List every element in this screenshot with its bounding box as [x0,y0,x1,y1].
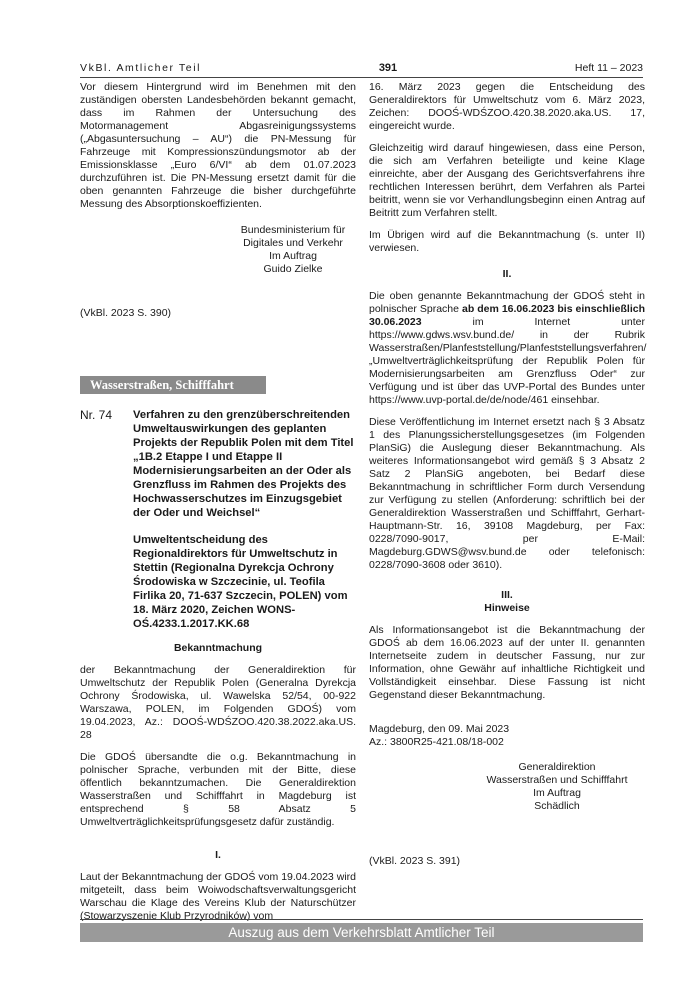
signature-line: Digitales und Verkehr [243,237,343,249]
signature-line: Im Auftrag [269,250,317,262]
date-range: ab dem 16.06.2023 bis einschließlich 30.06.2023 [369,303,645,328]
article-subtitle: Umweltentscheidung des Regionaldirektors für Umweltschutz in Stettin (Regionalna Dyrekcja Ochrony Środowiska w Szczecinie, ul. Teofila Firlika 20, 71-637 Szczecin, POLEN) vom 18. März 2020, Zeichen WONS-OŚ.4233.1.2017.KK.68 [133,534,348,630]
article-heading [80,408,356,631]
file-reference: Az.: 3800R25-421.08/18-002 [369,736,504,748]
signature-block-gdws [469,761,645,813]
paragraph: Im Übrigen wird auf die Bekanntmachung (s. unter II) verwiesen. [369,229,645,254]
page-header [80,60,643,76]
paragraph: der Bekanntmachung der Generaldirektion für Umweltschutz der Republik Polen (Generalna Dyrekcja Ochrony Środowiska, ul. Wawelska 52/54, 00-922 Warszawa, POLEN, im Folgenden GDOŚ) vom 19.04.2023, Az.: DOOŚ-WDŚZOO.420.38.2022.aka.US. 28 [80,664,356,741]
paragraph-text: im Internet unter https://www.gdws.wsv.bund.de/ in der Rubrik Wasserstraßen/Planfeststellung/Planfeststellungsverfahren/ „Umweltverträglichkeitsprüfung der Republik Polen für Modernisierungsarbeiten am Grenzfluss Oder“ zur Verfügung und ist über das UVP-Portal des Bundes unter https://www.uvp-portal.de/de/node/461 einsehbar. [369,316,647,406]
section-banner: Wasserstraßen, Schifffahrt [80,376,266,394]
paragraph-text: Die oben genannte Bekanntmachung der GDOŚ steht in polnischer Sprache [369,290,645,315]
section-numeral-3: III. [501,589,513,601]
signature-block-ministry [230,224,356,276]
article-number: Nr. 74 [80,408,113,422]
issue-label: Heft 11 – 2023 [574,62,643,74]
right-column [369,81,645,868]
signature-line: Wasserstraßen und Schifffahrt [486,774,628,786]
citation: (VkBl. 2023 S. 391) [369,855,461,867]
hinweise-heading: Hinweise [484,602,530,614]
section-numeral-1: I. [215,849,221,861]
paragraph: Gleichzeitig wird darauf hingewiesen, dass eine Person, die sich am Verfahren beteiligte und keine Klage einreichte, aber der Ausgang des Gerichtsverfahrens ihre rechtlichen Interessen berührt, dem Verfahren als Partei beitritt, wenn sie vor Verhandlungsbeginn einen Antrag auf Beitritt zum Verfahren stellt. [369,142,645,219]
footer-banner: Auszug aus dem Verkehrsblatt Amtlicher Teil [80,923,643,942]
page-number: 391 [378,62,398,74]
article-title [133,408,356,631]
paragraph: 16. März 2023 gegen die Entscheidung des Generaldirektors für Umweltschutz vom 6. März 2023, Zeichen: DOOŚ-WDŚZOO.420.38.2020.aka.US. 17, eingereicht wurde. [369,81,645,132]
paragraph: Diese Veröffentlichung im Internet ersetzt nach § 3 Absatz 1 des Planungssicherstellungsgesetzes (im Folgenden PlanSiG) die Auslegung dieser Bekanntmachung. Als weiteres Informationsangebot wird gemäß § 3 Absatz 2 Satz 2 PlanSiG angeboten, bei Bedarf diese Bekanntmachung in schriftlicher Form durch Versendung zur Verfügung zu stellen (Anforderung: schriftlich bei der Generaldirektion Wasserstraßen und Schifffahrt, Gerhart-Hauptmann-Str. 16, 39108 Magdeburg, per Fax: 0228/7090-9017, per E-Mail: Magdeburg.GDWS@wsv.bund.de oder telefonisch: 0228/7090-3608 oder 3610). [369,416,645,571]
section-numeral-2: II. [502,268,512,280]
citation: (VkBl. 2023 S. 390) [80,307,172,319]
article-title-text: Verfahren zu den grenzüberschreitenden Umweltauswirkungen des geplanten Projekts der Republik Polen mit dem Titel „1B.2 Etappe I und Etappe II Modernisierungsarbeiten an der Oder als Grenzfluss im Rahmen des Projekts des Hochwasserschutzes im Einzugsgebiet der Oder und Weichsel“ [133,409,354,519]
signature-line: Schädlich [534,800,580,812]
signature-line: Im Auftrag [533,787,581,799]
journal-name: VkBl. Amtlicher Teil [80,62,202,74]
paragraph: Als Informationsangebot ist die Bekanntmachung der GDOŚ ab dem 16.06.2023 auf der unter II. genannten Internetseite zudem in deutscher Fassung, nur zur Information, ohne Gewähr auf inhaltliche Richtigkeit und Vollständigkeit einsehbar. Diese Fassung ist nicht Gegenstand dieser Bekanntmachung. [369,624,645,701]
place-date: Magdeburg, den 09. Mai 2023 [369,723,510,735]
left-column [80,81,356,320]
header-rule [80,77,643,78]
signature-line: Bundesministerium für [240,224,346,236]
signature-line: Generaldirektion [518,761,596,773]
left-column-article [80,408,356,923]
paragraph: Die GDOŚ übersandte die o.g. Bekanntmachung in polnischer Sprache, verbunden mit der Bitte, diese öffentlich bekanntzumachen. Die Generaldirektion Wasserstraßen und Schifffahrt in Magdeburg ist entsprechend § 58 Absatz 5 Umweltverträglichkeitsprüfungsgesetz dafür zuständig. [80,751,356,828]
intro-paragraph: Vor diesem Hintergrund wird im Benehmen mit den zuständigen obersten Landesbehörden bekannt gemacht, dass im Rahmen der Untersuchung des Motormanagement Abgasreinigungssystems („Abgasuntersuchung – AU“) die PN-Messung für Fahrzeuge mit Kompressionszündungsmotor ab der Emissionsklasse „Euro 6/VI“ ab dem 01.07.2023 durchzuführen ist. Die PN-Messung ersetzt damit für die oben genannten Fahrzeuge die bisher durchgeführte Messung des Absorptionskoeffizienten. [80,81,356,210]
bekanntmachung-heading: Bekanntmachung [173,642,263,654]
paragraph: Laut der Bekanntmachung der GDOŚ vom 19.04.2023 wird mitgeteilt, dass beim Woiwodschaftsverwaltungsgericht Warschau die Klage des Vereins Klub der Naturschützer (Stowarzyszenie Klub Przyrodników) vom [80,871,356,922]
signature-line: Guido Zielke [263,263,323,275]
paragraph-publication [369,290,645,407]
footer-rule [80,919,643,920]
